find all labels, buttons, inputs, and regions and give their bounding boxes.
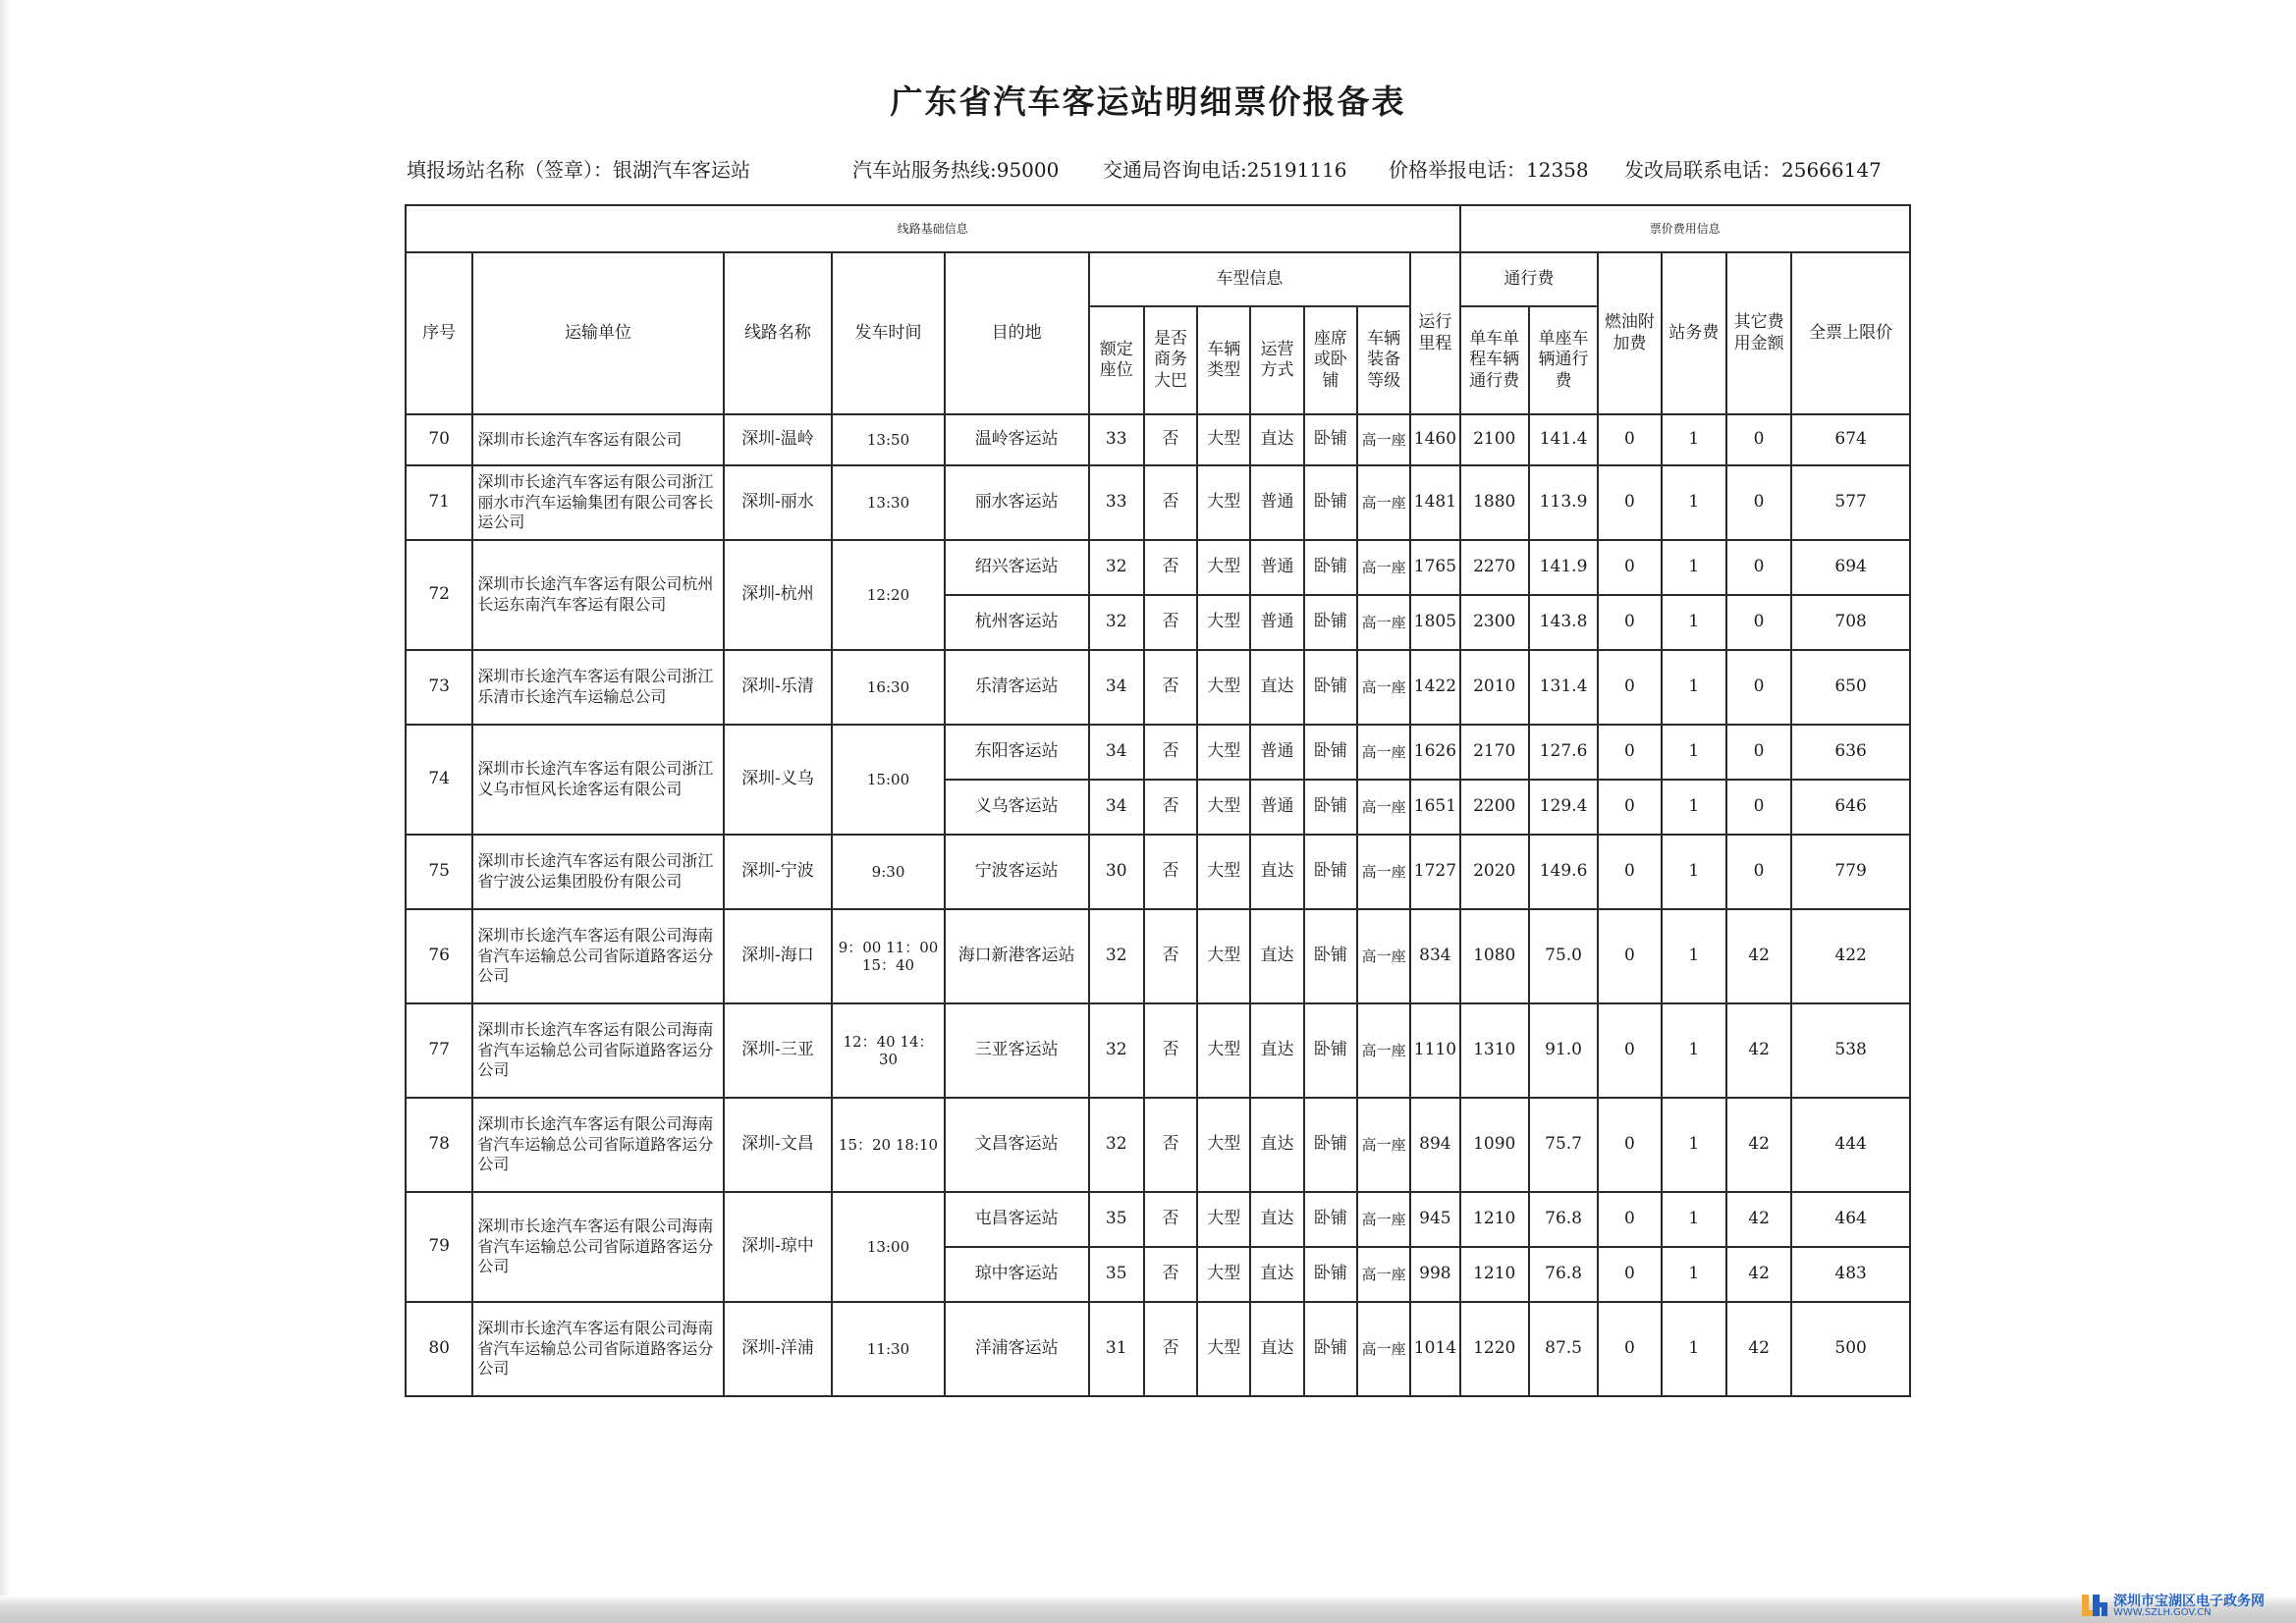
row-transport-unit: 深圳市长途汽车客运有限公司海南省汽车运输总公司省际道路客运分公司	[472, 1192, 723, 1302]
row-depart-time: 9：00 11：00 15：40	[832, 909, 945, 1003]
row-fare-cap: 464	[1791, 1192, 1910, 1247]
row-vehicle-type: 大型	[1197, 1003, 1250, 1098]
row-operation-mode: 直达	[1250, 1003, 1303, 1098]
row-other-fee: 0	[1726, 725, 1791, 780]
row-destination: 三亚客运站	[945, 1003, 1089, 1098]
row-toll-per-seat: 131.4	[1529, 650, 1598, 725]
row-other-fee: 42	[1726, 1098, 1791, 1192]
row-seats: 35	[1089, 1247, 1144, 1302]
row-route-name: 深圳-丽水	[724, 465, 833, 540]
row-fare-cap: 483	[1791, 1247, 1910, 1302]
table-header	[406, 205, 1910, 414]
ndrc-phone: 发改局联系电话：25666147	[1624, 158, 1882, 182]
row-depart-time: 16:30	[832, 650, 945, 725]
row-station-fee: 1	[1662, 1247, 1726, 1302]
row-seat-or-sleeper: 卧铺	[1304, 1302, 1357, 1396]
row-equipment-grade: 高一座	[1357, 1098, 1410, 1192]
row-seat-or-sleeper: 卧铺	[1304, 725, 1357, 780]
row-mileage: 1626	[1410, 725, 1459, 780]
row-seats: 30	[1089, 835, 1144, 909]
row-toll-single-trip: 1090	[1460, 1098, 1529, 1192]
row-fare-cap: 500	[1791, 1302, 1910, 1396]
row-station-fee: 1	[1662, 835, 1726, 909]
header-station-fee: 站务费	[1662, 252, 1726, 414]
row-mileage: 1727	[1410, 835, 1459, 909]
row-operation-mode: 直达	[1250, 1247, 1303, 1302]
row-vehicle-type: 大型	[1197, 1302, 1250, 1396]
row-seq: 74	[406, 725, 472, 835]
row-toll-single-trip: 1210	[1460, 1247, 1529, 1302]
row-route-name: 深圳-义乌	[724, 725, 833, 835]
row-equipment-grade: 高一座	[1357, 909, 1410, 1003]
row-transport-unit: 深圳市长途汽车客运有限公司海南省汽车运输总公司省际道路客运分公司	[472, 1003, 723, 1098]
row-seat-or-sleeper: 卧铺	[1304, 1003, 1357, 1098]
row-seq: 70	[406, 414, 472, 465]
table-row	[406, 1098, 1910, 1192]
row-toll-per-seat: 113.9	[1529, 465, 1598, 540]
row-toll-single-trip: 1210	[1460, 1192, 1529, 1247]
row-equipment-grade: 高一座	[1357, 780, 1410, 835]
row-toll-per-seat: 127.6	[1529, 725, 1598, 780]
row-fuel-surcharge: 0	[1598, 780, 1661, 835]
row-toll-single-trip: 1220	[1460, 1302, 1529, 1396]
row-other-fee: 0	[1726, 540, 1791, 595]
row-seq: 72	[406, 540, 472, 650]
row-vehicle-type: 大型	[1197, 780, 1250, 835]
row-seq: 79	[406, 1192, 472, 1302]
row-fare-cap: 779	[1791, 835, 1910, 909]
row-station-fee: 1	[1662, 595, 1726, 650]
header-depart-time: 发车时间	[832, 252, 945, 414]
row-toll-single-trip: 2300	[1460, 595, 1529, 650]
table-row	[406, 414, 1910, 465]
row-transport-unit: 深圳市长途汽车客运有限公司浙江乐清市长途汽车运输总公司	[472, 650, 723, 725]
table-row	[406, 1192, 1910, 1247]
row-fuel-surcharge: 0	[1598, 1192, 1661, 1247]
row-mileage: 945	[1410, 1192, 1459, 1247]
row-mileage: 1014	[1410, 1302, 1459, 1396]
row-fuel-surcharge: 0	[1598, 1003, 1661, 1098]
row-depart-time: 12：40 14：30	[832, 1003, 945, 1098]
row-vehicle-type: 大型	[1197, 1192, 1250, 1247]
row-fuel-surcharge: 0	[1598, 414, 1661, 465]
row-seat-or-sleeper: 卧铺	[1304, 650, 1357, 725]
row-fare-cap: 646	[1791, 780, 1910, 835]
row-seat-or-sleeper: 卧铺	[1304, 414, 1357, 465]
header-toll-per-seat: 单座车辆通行费	[1529, 306, 1598, 414]
row-route-name: 深圳-琼中	[724, 1192, 833, 1302]
row-seats: 32	[1089, 1098, 1144, 1192]
row-equipment-grade: 高一座	[1357, 1192, 1410, 1247]
row-seat-or-sleeper: 卧铺	[1304, 540, 1357, 595]
row-mileage: 1460	[1410, 414, 1459, 465]
row-vehicle-type: 大型	[1197, 1098, 1250, 1192]
row-destination: 海口新港客运站	[945, 909, 1089, 1003]
row-other-fee: 42	[1726, 1192, 1791, 1247]
row-other-fee: 42	[1726, 1302, 1791, 1396]
row-mileage: 1110	[1410, 1003, 1459, 1098]
row-vehicle-type: 大型	[1197, 835, 1250, 909]
row-depart-time: 15:00	[832, 725, 945, 835]
header-fuel-surcharge: 燃油附加费	[1598, 252, 1661, 414]
row-business-bus: 否	[1144, 1003, 1197, 1098]
row-destination: 绍兴客运站	[945, 540, 1089, 595]
row-station-fee: 1	[1662, 650, 1726, 725]
row-route-name: 深圳-三亚	[724, 1003, 833, 1098]
row-seats: 33	[1089, 414, 1144, 465]
row-mileage: 1481	[1410, 465, 1459, 540]
row-seats: 34	[1089, 650, 1144, 725]
row-equipment-grade: 高一座	[1357, 540, 1410, 595]
row-seat-or-sleeper: 卧铺	[1304, 835, 1357, 909]
header-business-bus: 是否商务大巴	[1144, 306, 1197, 414]
row-destination: 洋浦客运站	[945, 1302, 1089, 1396]
row-depart-time: 13:50	[832, 414, 945, 465]
row-route-name: 深圳-文昌	[724, 1098, 833, 1192]
row-destination: 温岭客运站	[945, 414, 1089, 465]
row-station-fee: 1	[1662, 780, 1726, 835]
header-equipment-grade: 车辆装备等级	[1357, 306, 1410, 414]
row-toll-single-trip: 2200	[1460, 780, 1529, 835]
row-toll-single-trip: 2270	[1460, 540, 1529, 595]
row-operation-mode: 直达	[1250, 909, 1303, 1003]
row-equipment-grade: 高一座	[1357, 650, 1410, 725]
row-toll-per-seat: 75.7	[1529, 1098, 1598, 1192]
scan-bottom-edge	[0, 1596, 2296, 1623]
row-business-bus: 否	[1144, 1302, 1197, 1396]
station-name: 填报场站名称（签章）：银湖汽车客运站	[407, 158, 750, 182]
page-title: 广东省汽车客运站明细票价报备表	[890, 82, 1406, 121]
row-destination: 丽水客运站	[945, 465, 1089, 540]
row-operation-mode: 普通	[1250, 780, 1303, 835]
row-vehicle-type: 大型	[1197, 725, 1250, 780]
row-transport-unit: 深圳市长途汽车客运有限公司	[472, 414, 723, 465]
row-operation-mode: 普通	[1250, 540, 1303, 595]
row-transport-unit: 深圳市长途汽车客运有限公司海南省汽车运输总公司省际道路客运分公司	[472, 1098, 723, 1192]
row-destination: 乐清客运站	[945, 650, 1089, 725]
row-fuel-surcharge: 0	[1598, 595, 1661, 650]
row-route-name: 深圳-洋浦	[724, 1302, 833, 1396]
header-seats: 额定座位	[1089, 306, 1144, 414]
row-seats: 32	[1089, 540, 1144, 595]
row-seq: 71	[406, 465, 472, 540]
row-fare-cap: 577	[1791, 465, 1910, 540]
row-station-fee: 1	[1662, 1192, 1726, 1247]
row-vehicle-type: 大型	[1197, 650, 1250, 725]
row-route-name: 深圳-宁波	[724, 835, 833, 909]
row-seats: 35	[1089, 1192, 1144, 1247]
scan-left-edge	[0, 0, 10, 1623]
row-seats: 32	[1089, 1003, 1144, 1098]
fare-table	[405, 204, 1911, 1397]
row-business-bus: 否	[1144, 414, 1197, 465]
row-station-fee: 1	[1662, 1003, 1726, 1098]
row-seq: 77	[406, 1003, 472, 1098]
row-other-fee: 0	[1726, 595, 1791, 650]
row-fuel-surcharge: 0	[1598, 725, 1661, 780]
row-operation-mode: 普通	[1250, 465, 1303, 540]
row-vehicle-type: 大型	[1197, 1247, 1250, 1302]
row-equipment-grade: 高一座	[1357, 1302, 1410, 1396]
row-toll-per-seat: 141.4	[1529, 414, 1598, 465]
row-seats: 33	[1089, 465, 1144, 540]
row-operation-mode: 直达	[1250, 650, 1303, 725]
header-vehicle-info: 车型信息	[1089, 252, 1411, 306]
row-operation-mode: 直达	[1250, 1192, 1303, 1247]
row-toll-single-trip: 1880	[1460, 465, 1529, 540]
row-fuel-surcharge: 0	[1598, 909, 1661, 1003]
row-fare-cap: 650	[1791, 650, 1910, 725]
transport-bureau-phone: 交通局咨询电话:25191116	[1103, 158, 1347, 182]
row-fuel-surcharge: 0	[1598, 540, 1661, 595]
row-business-bus: 否	[1144, 465, 1197, 540]
row-other-fee: 42	[1726, 1003, 1791, 1098]
row-station-fee: 1	[1662, 909, 1726, 1003]
row-seq: 80	[406, 1302, 472, 1396]
row-operation-mode: 直达	[1250, 1098, 1303, 1192]
row-operation-mode: 直达	[1250, 835, 1303, 909]
row-depart-time: 13:30	[832, 465, 945, 540]
row-fuel-surcharge: 0	[1598, 465, 1661, 540]
logo-text: 深圳市宝湖区电子政务网	[2113, 1594, 2265, 1609]
row-seq: 76	[406, 909, 472, 1003]
row-route-name: 深圳-乐清	[724, 650, 833, 725]
row-destination: 杭州客运站	[945, 595, 1089, 650]
header-route: 线路名称	[724, 252, 833, 414]
section-fee-info: 票价费用信息	[1460, 205, 1910, 252]
row-fare-cap: 444	[1791, 1098, 1910, 1192]
row-transport-unit: 深圳市长途汽车客运有限公司海南省汽车运输总公司省际道路客运分公司	[472, 1302, 723, 1396]
table-row	[406, 835, 1910, 909]
row-vehicle-type: 大型	[1197, 595, 1250, 650]
row-business-bus: 否	[1144, 595, 1197, 650]
row-transport-unit: 深圳市长途汽车客运有限公司浙江义乌市恒风长途客运有限公司	[472, 725, 723, 835]
row-business-bus: 否	[1144, 1098, 1197, 1192]
row-seats: 34	[1089, 725, 1144, 780]
row-other-fee: 0	[1726, 780, 1791, 835]
table-row	[406, 1003, 1910, 1098]
row-toll-single-trip: 2170	[1460, 725, 1529, 780]
section-line-basic: 线路基础信息	[406, 205, 1460, 252]
table-row	[406, 909, 1910, 1003]
row-toll-per-seat: 76.8	[1529, 1247, 1598, 1302]
row-station-fee: 1	[1662, 1098, 1726, 1192]
row-toll-per-seat: 149.6	[1529, 835, 1598, 909]
row-toll-per-seat: 75.0	[1529, 909, 1598, 1003]
header-toll-single-trip: 单车单程车辆通行费	[1460, 306, 1529, 414]
row-toll-single-trip: 1080	[1460, 909, 1529, 1003]
row-fuel-surcharge: 0	[1598, 1247, 1661, 1302]
row-fare-cap: 708	[1791, 595, 1910, 650]
header-fare-cap: 全票上限价	[1791, 252, 1910, 414]
row-station-fee: 1	[1662, 1302, 1726, 1396]
row-vehicle-type: 大型	[1197, 414, 1250, 465]
row-seat-or-sleeper: 卧铺	[1304, 1247, 1357, 1302]
header-toll: 通行费	[1460, 252, 1599, 306]
row-route-name: 深圳-杭州	[724, 540, 833, 650]
row-toll-per-seat: 141.9	[1529, 540, 1598, 595]
row-destination: 屯昌客运站	[945, 1192, 1089, 1247]
row-route-name: 深圳-温岭	[724, 414, 833, 465]
row-destination: 琼中客运站	[945, 1247, 1089, 1302]
header-operation-mode: 运营方式	[1250, 306, 1303, 414]
row-transport-unit: 深圳市长途汽车客运有限公司浙江省宁波公运集团股份有限公司	[472, 835, 723, 909]
row-depart-time: 15：20 18:10	[832, 1098, 945, 1192]
row-business-bus: 否	[1144, 780, 1197, 835]
row-equipment-grade: 高一座	[1357, 1247, 1410, 1302]
row-seat-or-sleeper: 卧铺	[1304, 909, 1357, 1003]
row-depart-time: 13:00	[832, 1192, 945, 1302]
row-fare-cap: 422	[1791, 909, 1910, 1003]
row-equipment-grade: 高一座	[1357, 725, 1410, 780]
row-business-bus: 否	[1144, 1192, 1197, 1247]
row-other-fee: 0	[1726, 650, 1791, 725]
row-fare-cap: 636	[1791, 725, 1910, 780]
row-operation-mode: 普通	[1250, 595, 1303, 650]
table-row	[406, 650, 1910, 725]
price-report-phone: 价格举报电话：12358	[1389, 158, 1589, 182]
row-toll-per-seat: 143.8	[1529, 595, 1598, 650]
row-fuel-surcharge: 0	[1598, 1302, 1661, 1396]
row-mileage: 834	[1410, 909, 1459, 1003]
row-equipment-grade: 高一座	[1357, 595, 1410, 650]
row-toll-per-seat: 87.5	[1529, 1302, 1598, 1396]
table-row	[406, 540, 1910, 595]
row-seat-or-sleeper: 卧铺	[1304, 1098, 1357, 1192]
header-other-fee: 其它费用金额	[1726, 252, 1791, 414]
row-seq: 75	[406, 835, 472, 909]
row-other-fee: 42	[1726, 1247, 1791, 1302]
site-logo	[2080, 1589, 2296, 1623]
row-vehicle-type: 大型	[1197, 909, 1250, 1003]
row-equipment-grade: 高一座	[1357, 465, 1410, 540]
row-toll-single-trip: 2020	[1460, 835, 1529, 909]
row-fare-cap: 538	[1791, 1003, 1910, 1098]
row-mileage: 1651	[1410, 780, 1459, 835]
header-unit: 运输单位	[472, 252, 723, 414]
row-seats: 31	[1089, 1302, 1144, 1396]
row-station-fee: 1	[1662, 540, 1726, 595]
row-route-name: 深圳-海口	[724, 909, 833, 1003]
row-business-bus: 否	[1144, 1247, 1197, 1302]
row-fare-cap: 674	[1791, 414, 1910, 465]
row-transport-unit: 深圳市长途汽车客运有限公司海南省汽车运输总公司省际道路客运分公司	[472, 909, 723, 1003]
row-mileage: 894	[1410, 1098, 1459, 1192]
row-toll-per-seat: 76.8	[1529, 1192, 1598, 1247]
row-operation-mode: 普通	[1250, 725, 1303, 780]
table-row	[406, 465, 1910, 540]
row-other-fee: 0	[1726, 465, 1791, 540]
row-vehicle-type: 大型	[1197, 540, 1250, 595]
header-seat-or-sleeper: 座席或卧铺	[1304, 306, 1357, 414]
row-seat-or-sleeper: 卧铺	[1304, 465, 1357, 540]
row-fuel-surcharge: 0	[1598, 650, 1661, 725]
row-equipment-grade: 高一座	[1357, 835, 1410, 909]
station-hotline: 汽车站服务热线:95000	[852, 158, 1060, 182]
row-depart-time: 11:30	[832, 1302, 945, 1396]
row-toll-single-trip: 2100	[1460, 414, 1529, 465]
row-toll-single-trip: 1310	[1460, 1003, 1529, 1098]
row-operation-mode: 直达	[1250, 414, 1303, 465]
row-seat-or-sleeper: 卧铺	[1304, 780, 1357, 835]
row-station-fee: 1	[1662, 725, 1726, 780]
header-mileage: 运行里程	[1410, 252, 1459, 414]
row-transport-unit: 深圳市长途汽车客运有限公司浙江丽水市汽车运输集团有限公司客长运公司	[472, 465, 723, 540]
row-destination: 义乌客运站	[945, 780, 1089, 835]
row-business-bus: 否	[1144, 835, 1197, 909]
row-destination: 东阳客运站	[945, 725, 1089, 780]
row-destination: 文昌客运站	[945, 1098, 1089, 1192]
row-seat-or-sleeper: 卧铺	[1304, 1192, 1357, 1247]
table-row	[406, 725, 1910, 780]
row-fuel-surcharge: 0	[1598, 835, 1661, 909]
row-seats: 34	[1089, 780, 1144, 835]
lh-logo-icon	[2080, 1591, 2109, 1620]
table-row	[406, 1302, 1910, 1396]
row-seq: 73	[406, 650, 472, 725]
row-business-bus: 否	[1144, 725, 1197, 780]
row-mileage: 1765	[1410, 540, 1459, 595]
row-toll-single-trip: 2010	[1460, 650, 1529, 725]
row-other-fee: 42	[1726, 909, 1791, 1003]
row-seats: 32	[1089, 909, 1144, 1003]
row-transport-unit: 深圳市长途汽车客运有限公司杭州长运东南汽车客运有限公司	[472, 540, 723, 650]
row-vehicle-type: 大型	[1197, 465, 1250, 540]
header-vehicle-type: 车辆类型	[1197, 306, 1250, 414]
row-seat-or-sleeper: 卧铺	[1304, 595, 1357, 650]
row-station-fee: 1	[1662, 414, 1726, 465]
row-other-fee: 0	[1726, 414, 1791, 465]
row-other-fee: 0	[1726, 835, 1791, 909]
table-body	[406, 414, 1910, 1396]
logo-url: WWW.SZLH.GOV.CN	[2113, 1607, 2212, 1618]
row-depart-time: 9:30	[832, 835, 945, 909]
row-business-bus: 否	[1144, 540, 1197, 595]
row-equipment-grade: 高一座	[1357, 1003, 1410, 1098]
row-seq: 78	[406, 1098, 472, 1192]
row-station-fee: 1	[1662, 465, 1726, 540]
row-seats: 32	[1089, 595, 1144, 650]
row-toll-per-seat: 91.0	[1529, 1003, 1598, 1098]
row-business-bus: 否	[1144, 650, 1197, 725]
row-mileage: 1422	[1410, 650, 1459, 725]
header-seq: 序号	[406, 252, 472, 414]
row-destination: 宁波客运站	[945, 835, 1089, 909]
row-toll-per-seat: 129.4	[1529, 780, 1598, 835]
header-destination: 目的地	[945, 252, 1089, 414]
row-mileage: 998	[1410, 1247, 1459, 1302]
row-fuel-surcharge: 0	[1598, 1098, 1661, 1192]
row-fare-cap: 694	[1791, 540, 1910, 595]
row-business-bus: 否	[1144, 909, 1197, 1003]
row-depart-time: 12:20	[832, 540, 945, 650]
row-mileage: 1805	[1410, 595, 1459, 650]
row-operation-mode: 直达	[1250, 1302, 1303, 1396]
row-equipment-grade: 高一座	[1357, 414, 1410, 465]
